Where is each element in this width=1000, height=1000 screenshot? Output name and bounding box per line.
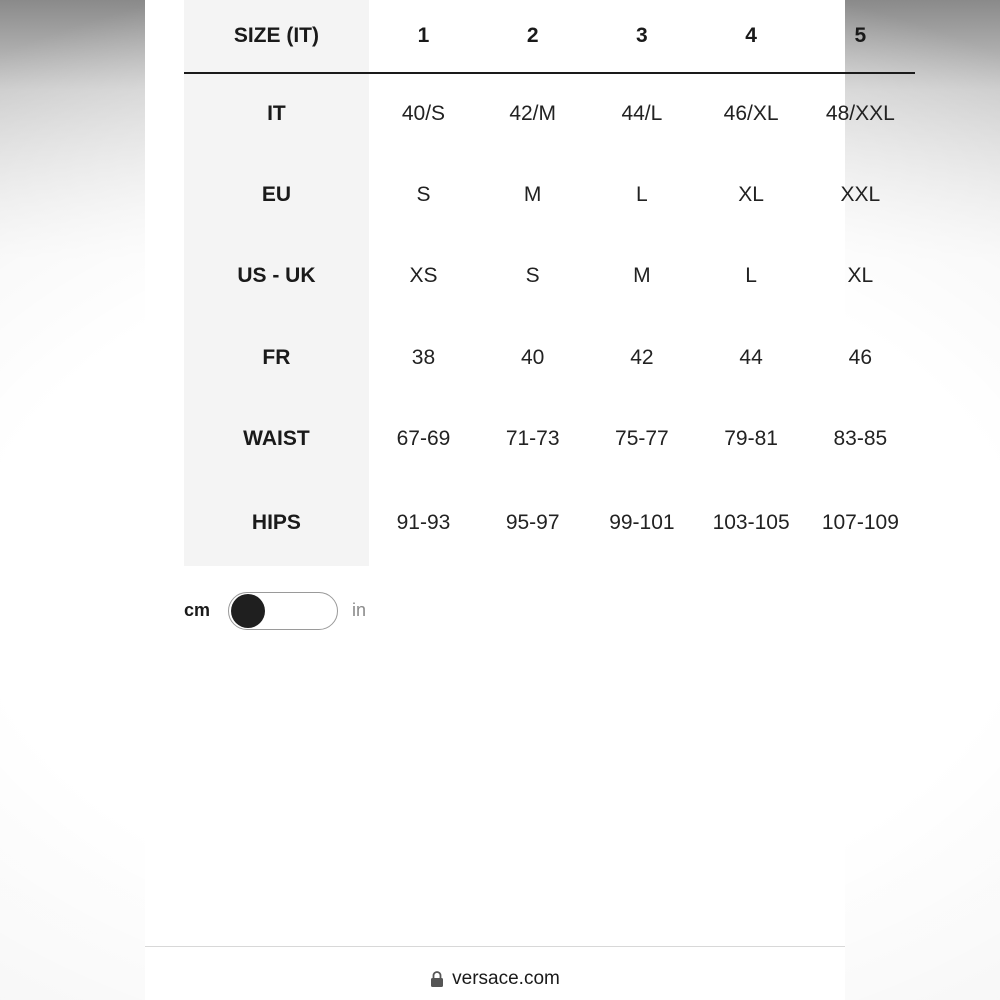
row-label: WAIST: [184, 399, 369, 481]
size-column-header: 3: [587, 0, 696, 73]
table-row: [184, 399, 915, 481]
row-label: FR: [184, 317, 369, 399]
table-row: [184, 73, 915, 154]
table-cell: M: [633, 264, 651, 288]
table-cell: 91-93: [396, 511, 451, 534]
table-cell: XS: [409, 264, 438, 288]
toggle-knob[interactable]: [231, 594, 265, 628]
table-cell: 79-81: [724, 427, 778, 451]
table-cell: 95-97: [505, 511, 560, 534]
table-cell: L: [745, 264, 757, 288]
size-column-header: 2: [478, 0, 587, 73]
table-cell: 44/L: [621, 102, 663, 125]
row-label: EU: [184, 154, 369, 236]
url-text: versace.com: [452, 968, 560, 989]
table-cell: 71-73: [505, 427, 560, 451]
table-cell: 99-101: [609, 511, 675, 534]
table-cell: 48/XXL: [825, 102, 895, 125]
table-cell: 40/S: [401, 102, 446, 125]
table-row: [184, 480, 915, 566]
table-cell: 42: [630, 345, 654, 369]
table-cell: M: [523, 182, 542, 206]
table-cell: L: [636, 182, 648, 206]
table-cell: S: [416, 182, 431, 206]
size-table-container: [184, 0, 899, 566]
table-cell: 46: [848, 345, 873, 369]
table-cell: 75-77: [615, 427, 669, 451]
browser-divider: [145, 946, 845, 947]
table-row: [184, 317, 915, 399]
unit-toggle-switch[interactable]: [228, 592, 338, 630]
table-cell: 107-109: [821, 511, 899, 534]
unit-label-cm[interactable]: cm: [184, 600, 211, 620]
size-table-header-row: [184, 0, 915, 73]
table-row: [184, 236, 915, 318]
size-column-header: 5: [806, 0, 915, 73]
table-cell: 103-105: [712, 511, 790, 534]
lock-icon: [430, 970, 444, 988]
unit-label-in[interactable]: in: [352, 600, 367, 620]
table-row: [184, 154, 915, 236]
size-column-header: 1: [369, 0, 478, 73]
browser-url-bar[interactable]: [145, 962, 845, 996]
table-cell: 38: [411, 345, 436, 369]
unit-toggle: [184, 589, 366, 632]
table-cell: 83-85: [833, 427, 888, 451]
row-label: US - UK: [184, 236, 369, 318]
size-column-header: 4: [697, 0, 806, 73]
table-cell: 46/XL: [723, 102, 779, 125]
row-label: HIPS: [184, 480, 369, 566]
table-cell: XXL: [840, 182, 881, 206]
table-cell: 44: [739, 345, 763, 369]
size-table: [184, 0, 915, 566]
table-cell: XL: [847, 264, 874, 288]
row-label: IT: [184, 73, 369, 154]
table-cell: XL: [738, 182, 764, 206]
table-cell: 40: [520, 345, 545, 369]
table-cell: 42/M: [509, 102, 557, 125]
table-cell: 67-69: [396, 427, 451, 451]
table-cell: S: [525, 264, 540, 288]
size-guide-page: [145, 0, 899, 1000]
size-table-header-label: SIZE (IT): [184, 0, 369, 73]
